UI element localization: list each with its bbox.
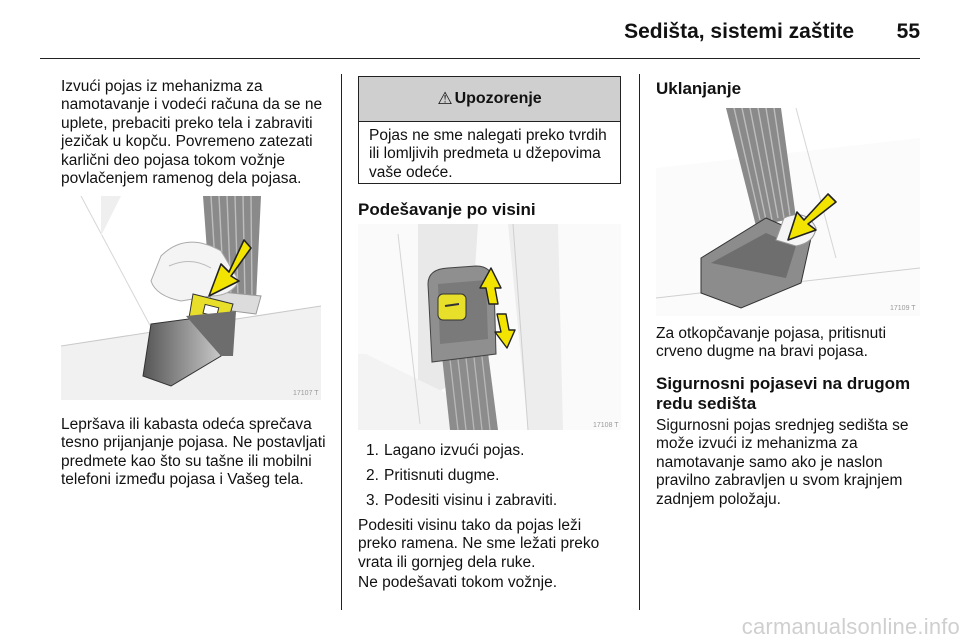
col2-para2-text: Ne podešavati tokom vožnje. bbox=[358, 574, 558, 591]
warning-header bbox=[359, 77, 620, 122]
height-adjuster-illustration bbox=[358, 224, 621, 430]
warning-triangle-icon: ⚠ bbox=[437, 89, 453, 108]
column-divider-2 bbox=[639, 74, 640, 610]
height-adjustment-heading: Podešavanje po visini bbox=[358, 200, 536, 219]
page-title: Sedišta, sistemi zaštite bbox=[624, 20, 854, 43]
step-text: Lagano izvući pojas. bbox=[384, 442, 525, 459]
col2-figure-number: 17108 T bbox=[593, 422, 619, 429]
col3-para2-text: Sigurnosni pojas srednjeg sedišta se može izvući iz mehanizma za namotavanje samo ako je naslon pravilno zabravljen u svom krajnjem zadnjem položaju. bbox=[656, 417, 909, 508]
step-text: Pritisnuti dugme. bbox=[384, 467, 500, 484]
step-number: 3. bbox=[366, 492, 379, 509]
col1-para1-text: Izvući pojas iz mehanizma za namotavanje i vodeći računa da se ne uplete, prebaciti preko tela i zabraviti jezičak u kopču. Povremeno zatezati karlični deo pojasa tokom vožnje povlačenjem ramenog dela pojasa. bbox=[61, 78, 323, 188]
adjustment-steps-list bbox=[366, 442, 626, 517]
step-number: 1. bbox=[366, 442, 379, 459]
col3-paragraph-1 bbox=[656, 325, 924, 362]
removal-heading: Uklanjanje bbox=[656, 79, 742, 98]
col1-figure-number: 17107 T bbox=[293, 390, 319, 397]
list-item bbox=[366, 492, 626, 517]
page-header bbox=[40, 0, 920, 58]
col1-paragraph-2 bbox=[61, 416, 333, 490]
col1-paragraph-1 bbox=[61, 78, 333, 188]
col3-paragraph-2 bbox=[656, 417, 924, 509]
step-text: Podesiti visinu i zabraviti. bbox=[384, 492, 558, 509]
buckle-illustration bbox=[61, 196, 321, 400]
release-illustration bbox=[656, 108, 920, 316]
header-rule bbox=[40, 58, 920, 59]
page-number: 55 bbox=[896, 20, 920, 43]
footer-watermark: carmanualsonline.info bbox=[741, 614, 960, 639]
col3-para1-text: Za otkopčavanje pojasa, pritisnuti crveno dugme na bravi pojasa. bbox=[656, 325, 887, 361]
list-item bbox=[366, 442, 626, 467]
col1-para2-text: Lepršava ili kabasta odeća sprečava tesno prijanjanje pojasa. Ne postavljati predmete kao što su tašne ili mobilni telefoni između pojasa i Vašeg tela. bbox=[61, 416, 326, 489]
col2-paragraph-2 bbox=[358, 574, 622, 592]
second-row-heading: Sigurnosni pojasevi na drugom redu sedišta bbox=[656, 374, 911, 413]
column-divider-1 bbox=[341, 74, 342, 610]
col3-figure-number: 17109 T bbox=[890, 305, 916, 312]
step-number: 2. bbox=[366, 467, 379, 484]
warning-title: Upozorenje bbox=[454, 90, 542, 107]
col2-para1-text: Podesiti visinu tako da pojas leži preko ramena. Ne sme ležati preko vrata ili gornjeg dela ruke. bbox=[358, 517, 600, 571]
list-item bbox=[366, 467, 626, 492]
col2-paragraph-1 bbox=[358, 517, 622, 572]
warning-text: Pojas ne sme nalegati preko tvrdih ili lomljivih predmeta u džepovima vaše odeće. bbox=[369, 127, 607, 181]
warning-box bbox=[358, 76, 621, 184]
